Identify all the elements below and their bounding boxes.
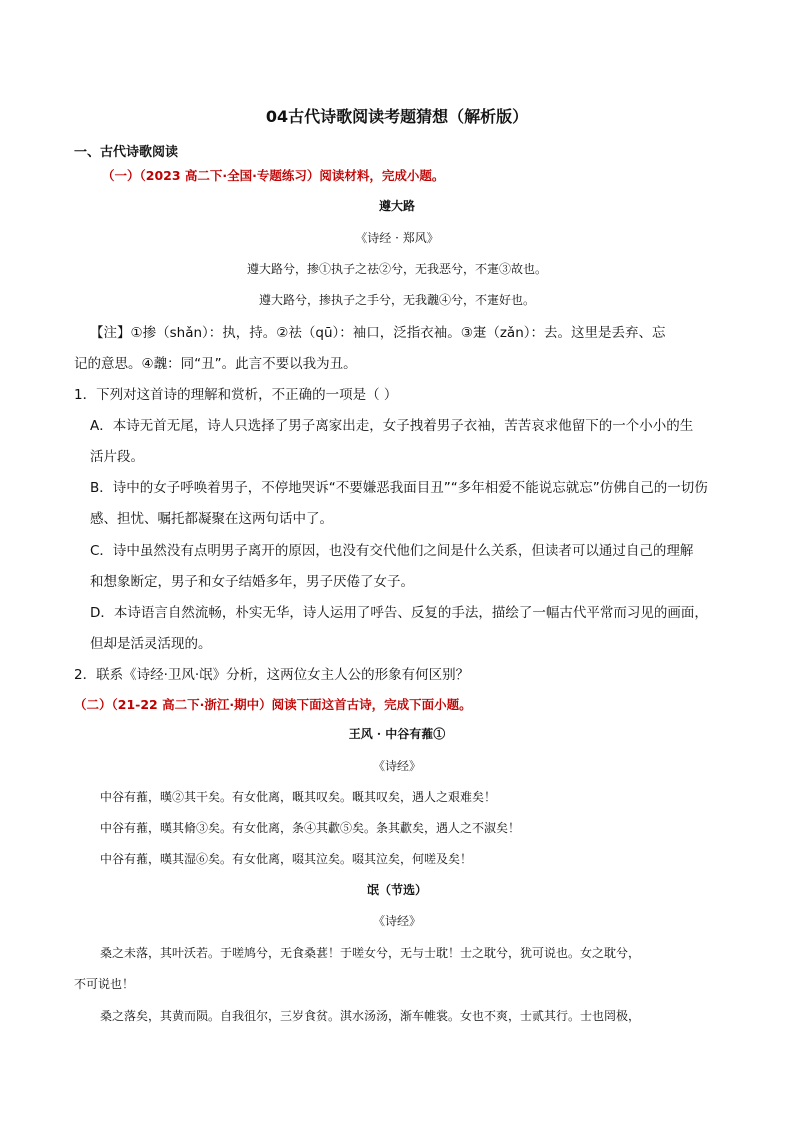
note-line: 记的意思。④魗：同“丑”。此言不要以我为丑。: [74, 356, 357, 372]
poem3-para-cont: 不可说也！: [74, 977, 135, 991]
option-c-cont: 和想象断定，男子和女子结婚多年，男子厌倦了女子。: [90, 574, 414, 590]
poem2-title: 王风 · 中谷有蓷①: [348, 727, 446, 741]
poem1-title: 遵大路: [378, 199, 415, 213]
poem2-source: 《诗经》: [372, 759, 421, 773]
question-2: 2．联系《诗经·卫风·氓》分析，这两位女主人公的形象有何区别？: [74, 667, 470, 683]
question-1: 1．下列对这首诗的理解和赏析，不正确的一项是（ ）: [74, 387, 398, 403]
section-heading: 一、古代诗歌阅读: [74, 145, 179, 160]
poem2-line: 中谷有蓷，暵其湿⑥矣。有女仳离，啜其泣矣。啜其泣矣，何嗟及矣！: [100, 852, 473, 866]
page-title: 04古代诗歌阅读考题猜想（解析版）: [265, 107, 529, 126]
poem1-source: 《诗经 · 郑风》: [355, 231, 439, 245]
poem2-line: 中谷有蓷，暵其脩③矣。有女仳离，条④其歗⑤矣。条其歗矣，遇人之不淑矣！: [100, 821, 521, 835]
poem3-para: 桑之落矣，其黄而陨。自我徂尔，三岁食贫。淇水汤汤，渐车帷裳。女也不爽，士贰其行。士也罔极，: [100, 1009, 641, 1023]
option-b: B．诗中的女子呼唤着男子，不停地哭诉“不要嫌恶我面目丑”“多年相爱不能说忘就忘”仿佛自己的一切伤: [90, 480, 708, 496]
poem3-source: 《诗经》: [372, 914, 421, 928]
poem1-line: 遵大路兮，掺①执子之祛②兮，无我恶兮，不寁③故也。: [246, 262, 547, 276]
poem3-title: 氓（节选）: [366, 883, 427, 897]
poem1-line: 遵大路兮，掺执子之手兮，无我魗④兮，不寁好也。: [258, 293, 535, 307]
option-a: A．本诗无首无尾，诗人只选择了男子离家出走，女子拽着男子衣袖，苦苦哀求他留下的一个小小的生: [90, 418, 694, 434]
option-b-cont: 感、担忧、嘱托都凝聚在这两句话中了。: [90, 511, 333, 527]
option-a-cont: 活片段。: [90, 449, 144, 465]
part2-source: （二）（21-22 高二下·浙江·期中）阅读下面这首古诗，完成下面小题。: [74, 697, 472, 712]
poem3-para: 桑之未落，其叶沃若。于嗟鸠兮，无食桑葚！于嗟女兮，无与士耽！士之耽兮，犹可说也。女之耽兮，: [100, 946, 641, 960]
poem2-line: 中谷有蓷，暵②其干矣。有女仳离，嘅其叹矣。嘅其叹矣，遇人之艰难矣！: [100, 790, 497, 804]
note-line: 【注】①掺（shǎn）：执，持。②祛（qū）：袖口，泛指衣袖。③寁（zǎn）：去。这里是丢弃、忘: [90, 325, 666, 341]
part1-source: （一）（2023 高二下·全国·专题练习）阅读材料，完成小题。: [102, 168, 445, 183]
option-d: D．本诗语言自然流畅，朴实无华，诗人运用了呼告、反复的手法，描绘了一幅古代平常而习见的画面，: [90, 605, 708, 621]
option-c: C．诗中虽然没有点明男子离开的原因，也没有交代他们之间是什么关系，但读者可以通过自己的理解: [90, 543, 694, 559]
option-d-cont: 但却是活灵活现的。: [90, 636, 212, 652]
